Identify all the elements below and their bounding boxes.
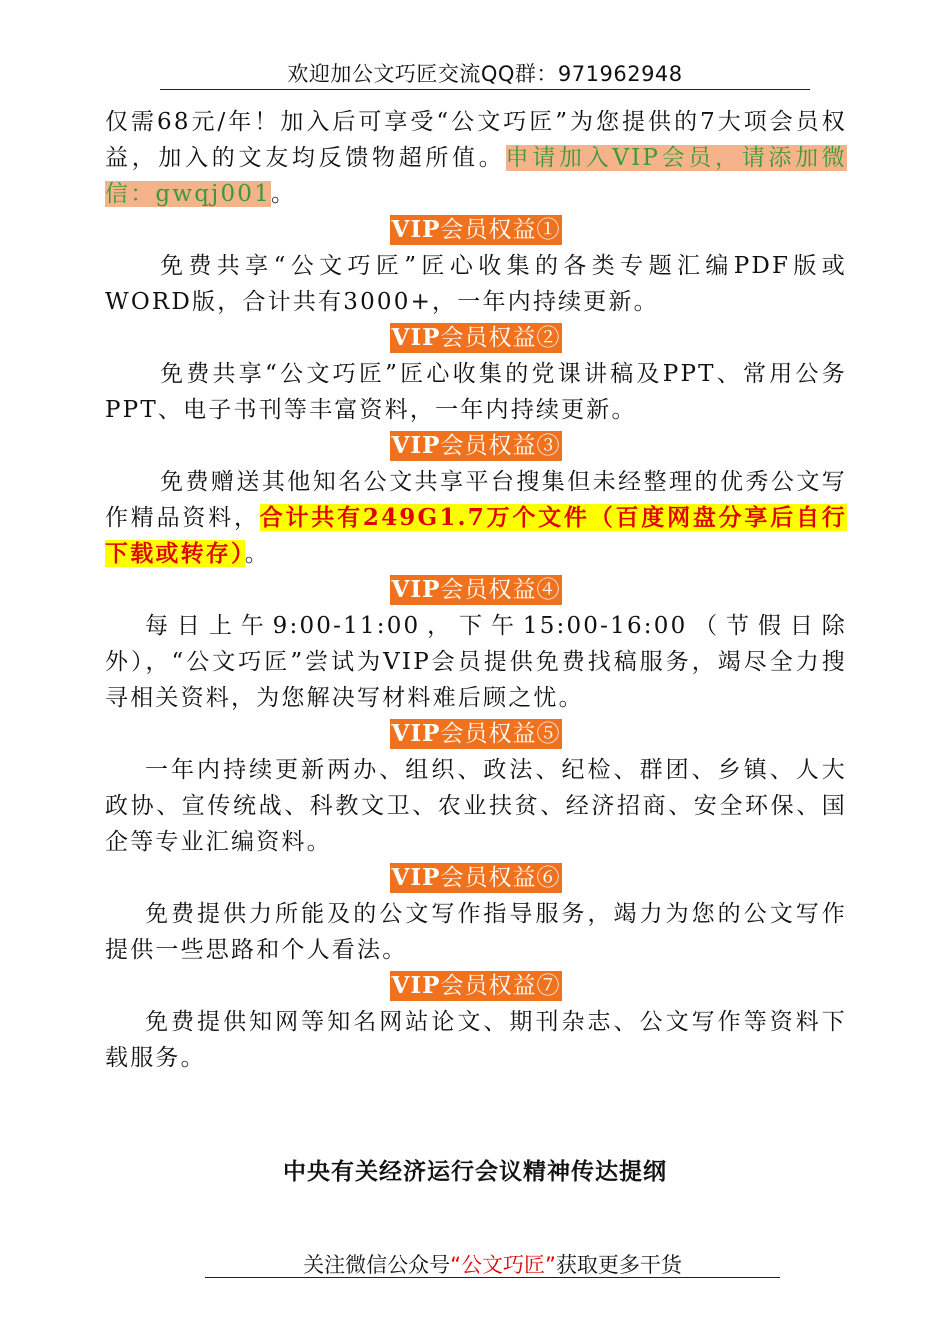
benefit-3-end: 。 [244, 541, 270, 567]
benefit-5-title [105, 716, 847, 752]
benefit-label: 会员权益① [440, 217, 561, 243]
vip-badge [390, 863, 563, 893]
benefit-label: 会员权益⑤ [440, 721, 561, 747]
benefit-label: 会员权益⑥ [440, 865, 561, 891]
vip-badge [390, 215, 563, 245]
benefit-7-title [105, 968, 847, 1004]
file-count-highlight: 合计共有249G1.7万个文件（百度网盘分享后自行下载或转存） [105, 504, 847, 567]
benefit-4-text: 每日上午9:00-11:00，下午15:00-16:00（节假日除外），“公文巧匠”尝试为VIP会员提供免费找稿服务，竭尽全力搜寻相关资料，为您解决写材料难后顾之忧。 [105, 613, 847, 711]
vip-label: VIP [391, 972, 441, 999]
document-title: 中央有关经济运行会议精神传达提纲 [283, 1158, 667, 1185]
vip-badge [390, 719, 563, 749]
benefit-label: 会员权益③ [440, 433, 561, 459]
benefit-6-text: 免费提供力所能及的公文写作指导服务，竭力为您的公文写作提供一些思路和个人看法。 [105, 901, 847, 963]
vip-label: VIP [391, 216, 441, 243]
benefit-6-title [105, 860, 847, 896]
benefit-label: 会员权益② [440, 325, 561, 351]
benefit-3-body: 免费赠送其他知名公文共享平台搜集但未经整理的优秀公文写作精品资料， [105, 469, 847, 531]
vip-label: VIP [391, 432, 441, 459]
benefit-3-title [105, 428, 847, 464]
page-header: 欢迎加公文巧匠交流QQ群：971962948 [287, 62, 683, 86]
footer-suffix: 获取更多干货 [555, 1253, 682, 1277]
benefit-1-text: 免费共享“公文巧匠”匠心收集的各类专题汇编PDF版或WORD版，合计共有3000+，一年内持续更新。 [105, 253, 847, 315]
vip-label: VIP [391, 324, 441, 351]
benefit-7-text: 免费提供知网等知名网站论文、期刊杂志、公文写作等资料下载服务。 [105, 1009, 847, 1071]
footer-prefix: 关注微信公众号 [303, 1253, 451, 1277]
footer-divider [205, 1277, 780, 1278]
benefit-5-text: 一年内持续更新两办、组织、政法、纪检、群团、乡镇、人大政协、宣传统战、科教文卫、农业扶贫、经济招商、安全环保、国企等专业汇编资料。 [105, 757, 847, 855]
benefit-4-title [105, 572, 847, 608]
intro-text: 仅需68元/年！加入后可享受“公文巧匠”为您提供的7大项会员权益，加入的文友均反馈物超所值。 [105, 109, 847, 171]
document-body [105, 104, 847, 1076]
benefit-label: 会员权益⑦ [440, 973, 561, 999]
benefit-label: 会员权益④ [440, 577, 561, 603]
intro-paragraph [105, 104, 847, 212]
vip-label: VIP [391, 720, 441, 747]
vip-badge [390, 431, 563, 461]
page-footer [205, 1249, 780, 1279]
vip-label: VIP [391, 576, 441, 603]
wechat-contact-highlight: 申请加入VIP会员，请添加微信：gwqj001 [105, 145, 847, 207]
vip-label: VIP [391, 864, 441, 891]
vip-badge [390, 971, 563, 1001]
benefit-2-title [105, 320, 847, 356]
benefit-2-text: 免费共享“公文巧匠”匠心收集的党课讲稿及PPT、常用公务PPT、电子书刊等丰富资料，一年内持续更新。 [105, 361, 847, 423]
benefit-3-text [105, 464, 847, 572]
footer-account-name: “公文巧匠” [450, 1253, 556, 1277]
header-divider [160, 89, 810, 90]
vip-badge [390, 575, 563, 605]
vip-badge [390, 323, 563, 353]
benefit-1-title [105, 212, 847, 248]
intro-end: 。 [270, 181, 297, 207]
